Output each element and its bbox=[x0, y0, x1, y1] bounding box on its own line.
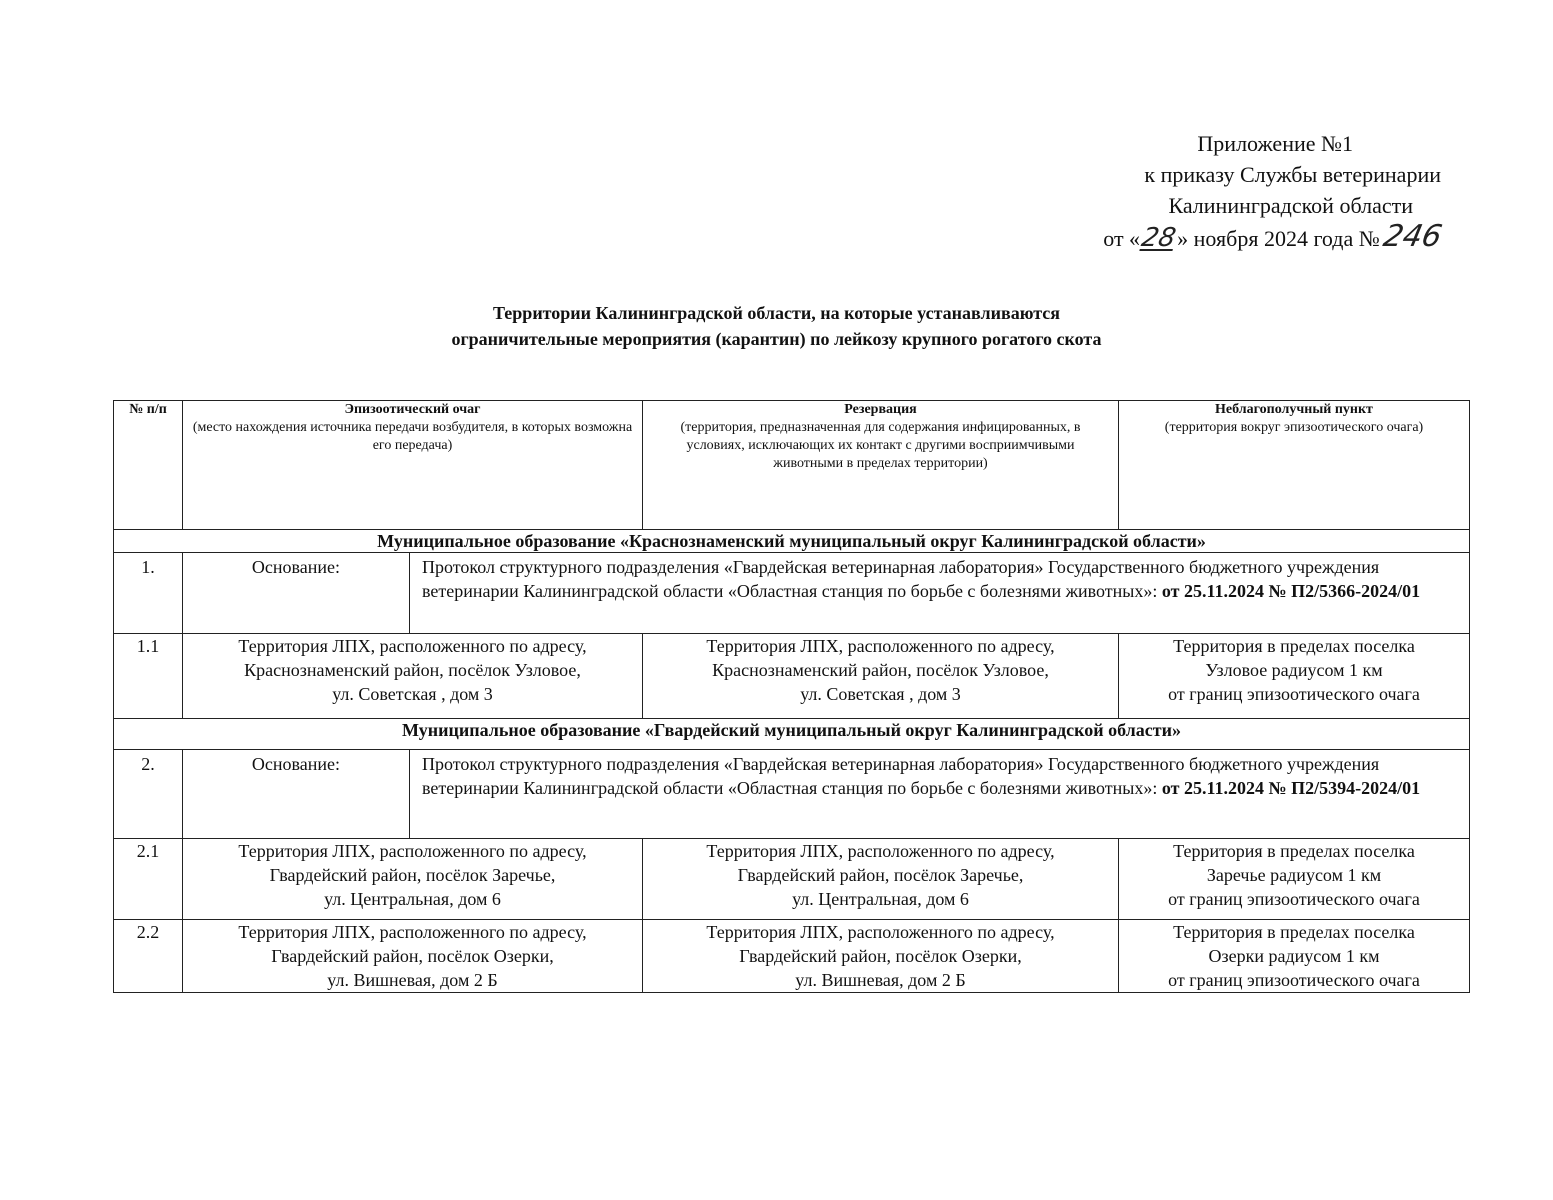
quarantine-table bbox=[113, 400, 1470, 993]
basis-reference: от 25.11.2024 № П2/5394-2024/01 bbox=[1161, 778, 1421, 798]
focus-line: Территория ЛПХ, расположенного по адресу, bbox=[238, 841, 587, 861]
date-prefix: от « bbox=[1103, 226, 1141, 251]
appendix-order-ref: к приказу Службы ветеринарии bbox=[1144, 162, 1441, 187]
row-reserve bbox=[643, 839, 1119, 920]
reserve-line: Территория ЛПХ, расположенного по адресу, bbox=[706, 922, 1055, 942]
reserve-line: Гвардейский район, посёлок Озерки, bbox=[739, 946, 1022, 966]
basis-reference: от 25.11.2024 № П2/5366-2024/01 bbox=[1161, 581, 1421, 601]
header-no: № п/п bbox=[114, 401, 183, 530]
basis-row bbox=[114, 750, 1470, 839]
row-number: 2.2 bbox=[114, 920, 183, 993]
focus-line: Гвардейский район, посёлок Озерки, bbox=[271, 946, 554, 966]
unsafe-line: Озерки радиусом 1 км bbox=[1208, 946, 1380, 966]
reserve-line: ул. Центральная, дом 6 bbox=[792, 889, 969, 909]
reserve-line: Гвардейский район, посёлок Заречье, bbox=[737, 865, 1024, 885]
header-focus bbox=[183, 401, 643, 530]
row-unsafe bbox=[1119, 839, 1470, 920]
focus-line: ул. Вишневая, дом 2 Б bbox=[327, 970, 498, 990]
appendix-region: Калининградской области bbox=[1168, 193, 1413, 218]
focus-line: ул. Советская , дом 3 bbox=[332, 684, 493, 704]
header-reserve bbox=[643, 401, 1119, 530]
unsafe-line: от границ эпизоотического очага bbox=[1168, 970, 1420, 990]
appendix-date-line bbox=[1021, 219, 1445, 254]
title-line-2: ограничительные мероприятия (карантин) по лейкозу крупного рогатого скота bbox=[451, 329, 1102, 349]
section-row-gvardeysk bbox=[114, 719, 1470, 750]
basis-label: Основание: bbox=[183, 553, 410, 634]
section-row-krasnoznamensk bbox=[114, 530, 1470, 553]
unsafe-line: Территория в пределах поселка bbox=[1173, 922, 1415, 942]
handwritten-order-number: 246 bbox=[1380, 219, 1445, 254]
row-number: 2.1 bbox=[114, 839, 183, 920]
row-reserve bbox=[643, 634, 1119, 719]
reserve-line: ул. Вишневая, дом 2 Б bbox=[795, 970, 966, 990]
header-focus-sub: (место нахождения источника передачи возбудителя, в которых возможна его передача) bbox=[192, 420, 633, 453]
header-reserve-title: Резервация bbox=[844, 402, 917, 417]
focus-line: ул. Центральная, дом 6 bbox=[324, 889, 501, 909]
appendix-title: Приложение №1 bbox=[1197, 131, 1353, 156]
reserve-line: Территория ЛПХ, расположенного по адресу, bbox=[706, 841, 1055, 861]
focus-line: Гвардейский район, посёлок Заречье, bbox=[269, 865, 556, 885]
row-unsafe bbox=[1119, 634, 1470, 719]
row-reserve bbox=[643, 920, 1119, 993]
document-title bbox=[0, 300, 1553, 352]
focus-line: Территория ЛПХ, расположенного по адресу, bbox=[238, 922, 587, 942]
reserve-line: Краснознаменский район, посёлок Узловое, bbox=[712, 660, 1049, 680]
section-title: Муниципальное образование «Гвардейский муниципальный округ Калининградской области» bbox=[114, 719, 1470, 750]
unsafe-line: от границ эпизоотического очага bbox=[1168, 889, 1420, 909]
table-header-row bbox=[114, 401, 1470, 530]
basis-text bbox=[410, 553, 1470, 634]
focus-line: Территория ЛПХ, расположенного по адресу, bbox=[238, 636, 587, 656]
basis-text-body: Протокол структурного подразделения «Гвардейская ветеринарная лаборатория» Государственного бюджетного учреждения ветеринарии Калининградской области «Областная станция по борьбе с болезнями животных»: bbox=[422, 754, 1380, 798]
unsafe-line: Территория в пределах поселка bbox=[1173, 841, 1415, 861]
basis-text bbox=[410, 750, 1470, 839]
unsafe-line: Территория в пределах поселка bbox=[1173, 636, 1415, 656]
row-number: 1.1 bbox=[114, 634, 183, 719]
date-middle: » ноября 2024 года № bbox=[1177, 226, 1380, 251]
basis-text-body: Протокол структурного подразделения «Гвардейская ветеринарная лаборатория» Государственного бюджетного учреждения ветеринарии Калининградской области «Областная станция по борьбе с болезнями животных»: bbox=[422, 557, 1380, 601]
header-focus-title: Эпизоотический очаг bbox=[344, 402, 481, 417]
header-unsafe-sub: (территория вокруг эпизоотического очага) bbox=[1164, 420, 1424, 435]
basis-label: Основание: bbox=[183, 750, 410, 839]
row-unsafe bbox=[1119, 920, 1470, 993]
appendix-block bbox=[1021, 128, 1445, 254]
row-focus bbox=[183, 839, 643, 920]
section-title: Муниципальное образование «Краснознаменский муниципальный округ Калининградской области» bbox=[114, 530, 1470, 553]
reserve-line: ул. Советская , дом 3 bbox=[800, 684, 961, 704]
reserve-line: Территория ЛПХ, расположенного по адресу, bbox=[706, 636, 1055, 656]
header-reserve-sub: (территория, предназначенная для содержания инфицированных, в условиях, исключающих их контакт с другими восприимчивыми животными в пределах территории) bbox=[680, 420, 1081, 471]
basis-number: 1. bbox=[114, 553, 183, 634]
basis-row bbox=[114, 553, 1470, 634]
unsafe-line: от границ эпизоотического очага bbox=[1168, 684, 1420, 704]
basis-number: 2. bbox=[114, 750, 183, 839]
table-row bbox=[114, 634, 1470, 719]
table-row bbox=[114, 920, 1470, 993]
header-unsafe-title: Неблагополучный пункт bbox=[1215, 402, 1373, 417]
row-focus bbox=[183, 920, 643, 993]
unsafe-line: Узловое радиусом 1 км bbox=[1205, 660, 1383, 680]
handwritten-day: 28 bbox=[1138, 223, 1179, 253]
unsafe-line: Заречье радиусом 1 км bbox=[1206, 865, 1382, 885]
row-focus bbox=[183, 634, 643, 719]
table-row bbox=[114, 839, 1470, 920]
focus-line: Краснознаменский район, посёлок Узловое, bbox=[244, 660, 581, 680]
header-unsafe bbox=[1119, 401, 1470, 530]
title-line-1: Территории Калининградской области, на которые устанавливаются bbox=[492, 303, 1061, 323]
